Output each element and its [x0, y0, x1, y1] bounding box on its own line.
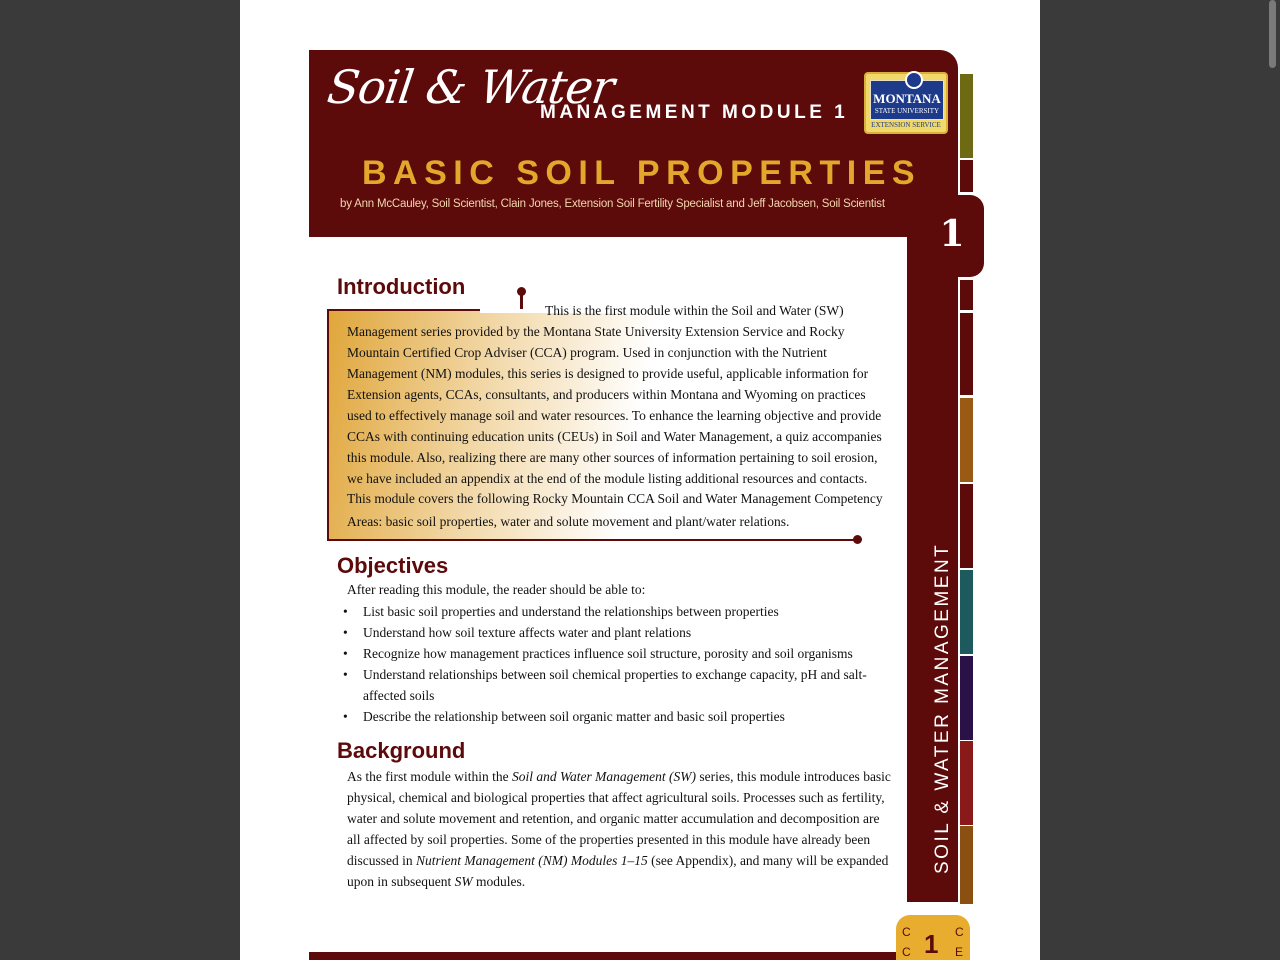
module-label: MANAGEMENT MODULE 1	[540, 102, 849, 123]
objective-item	[341, 706, 891, 727]
objective-item	[341, 622, 891, 643]
badge-letter: E	[955, 945, 964, 959]
vertical-scrollbar[interactable]	[1266, 0, 1280, 960]
background-text: series, this module introduces basic physical, chemical and biological properties that affect agricultural soils. Processes such as fertility, water and solute movement and retention, and organic matter accumulation and decomposition are all affected by soil properties. Some of the properties presented in this module have already been discussed in	[347, 769, 891, 868]
intro-line: This is the first module within the Soil and Water (SW)	[545, 303, 844, 318]
side-band-label: SOIL & WATER MANAGEMENT	[932, 542, 953, 874]
color-tab-strip	[960, 74, 973, 158]
color-tab-strip	[960, 570, 973, 654]
color-tab-strip	[960, 398, 973, 482]
module-number: 1	[939, 213, 965, 255]
objectives-list	[341, 601, 891, 727]
intro-line: CCAs with continuing education units (CEUs) in Soil and Water Management, a quiz accompanies	[347, 429, 882, 444]
series-name-italic: Soil and Water Management (SW)	[511, 769, 696, 784]
objective-text: • Recognize how management practices influence soil structure, porosity and soil organisms	[363, 646, 853, 661]
badge-letter: C	[902, 925, 911, 939]
color-tab-strip	[960, 484, 973, 568]
color-tab-strip	[960, 280, 973, 310]
color-tab-strip	[960, 656, 973, 740]
module-number-tab	[930, 195, 984, 277]
badge-letter: C	[902, 945, 911, 959]
msu-extension-logo	[864, 72, 948, 134]
footer-bar	[309, 952, 899, 960]
background-heading: Background	[337, 738, 466, 763]
sw-italic: SW	[454, 874, 473, 889]
introduction-heading: Introduction	[337, 274, 466, 299]
background-text: As the first module within the	[347, 769, 512, 784]
background-text: (see Appendix), and many will be expanded upon in subsequent	[347, 853, 889, 889]
color-tab-strip	[960, 826, 973, 904]
scroll-thumb[interactable]	[1269, 0, 1276, 68]
document-title: BASIC SOIL PROPERTIES	[362, 154, 922, 192]
objective-text: • Understand relationships between soil chemical properties to exchange capacity, pH and salt-affected soils	[363, 667, 867, 703]
logo-subtitle: STATE UNIVERSITY	[874, 107, 940, 115]
objectives-lead: After reading this module, the reader should be able to:	[347, 582, 646, 597]
intro-connector-dot-top	[517, 287, 526, 296]
logo-name: MONTANA	[873, 91, 941, 106]
background-text: modules.	[472, 874, 526, 889]
objectives-heading: Objectives	[337, 553, 449, 578]
intro-line: Extension agents, CCAs, consultants, and producers within Montana and Wyoming on practices	[347, 387, 866, 402]
intro-line: this module. Also, realizing there are many other sources of information pertaining to soil erosion,	[347, 450, 878, 465]
nm-modules-italic: Nutrient Management (NM) Modules 1–15	[416, 853, 648, 868]
crest-icon	[905, 71, 923, 89]
objective-text: • Describe the relationship between soil organic matter and basic soil properties	[363, 709, 785, 724]
intro-line: Mountain Certified Crop Adviser (CCA) program. Used in conjunction with the Nutrient	[347, 345, 827, 360]
series-script-title: Soil & Water	[324, 60, 618, 114]
objective-item	[341, 664, 875, 706]
objective-item	[341, 643, 891, 664]
intro-line: Management (NM) modules, this series is designed to provide useful, applicable information for	[347, 366, 869, 381]
authors-line: by Ann McCauley, Soil Scientist, Clain Jones, Extension Soil Fertility Specialist and Jeff Jacobsen, Soil Scientist	[340, 198, 885, 210]
logo-shield	[870, 80, 944, 120]
badge-number: 1	[924, 929, 939, 959]
intro-connector-dot-bottom	[853, 535, 862, 544]
background-paragraph	[347, 766, 892, 892]
color-tab-strip	[960, 313, 973, 395]
badge-letter: C	[955, 925, 964, 939]
document-page	[240, 0, 1040, 960]
objective-text: • Understand how soil texture affects water and plant relations	[363, 625, 692, 640]
color-tab-strip	[960, 160, 973, 192]
color-tab-strip	[960, 741, 973, 825]
intro-line: used to effectively manage soil and water resources. To enhance the learning objective and provide	[347, 408, 882, 423]
ccc-badge	[896, 915, 970, 960]
logo-extension-label: EXTENSION SERVICE	[871, 121, 941, 129]
intro-line: This module covers the following Rocky Mountain CCA Soil and Water Management Competency	[347, 491, 883, 506]
intro-line: Management series provided by the Montana State University Extension Service and Rocky	[347, 324, 845, 339]
intro-line: we have included an appendix at the end of the module listing additional resources and contacts.	[347, 471, 868, 486]
objective-item	[341, 601, 891, 622]
intro-line: Areas: basic soil properties, water and solute movement and plant/water relations.	[347, 514, 790, 529]
objective-text: • List basic soil properties and understand the relationships between properties	[363, 604, 779, 619]
